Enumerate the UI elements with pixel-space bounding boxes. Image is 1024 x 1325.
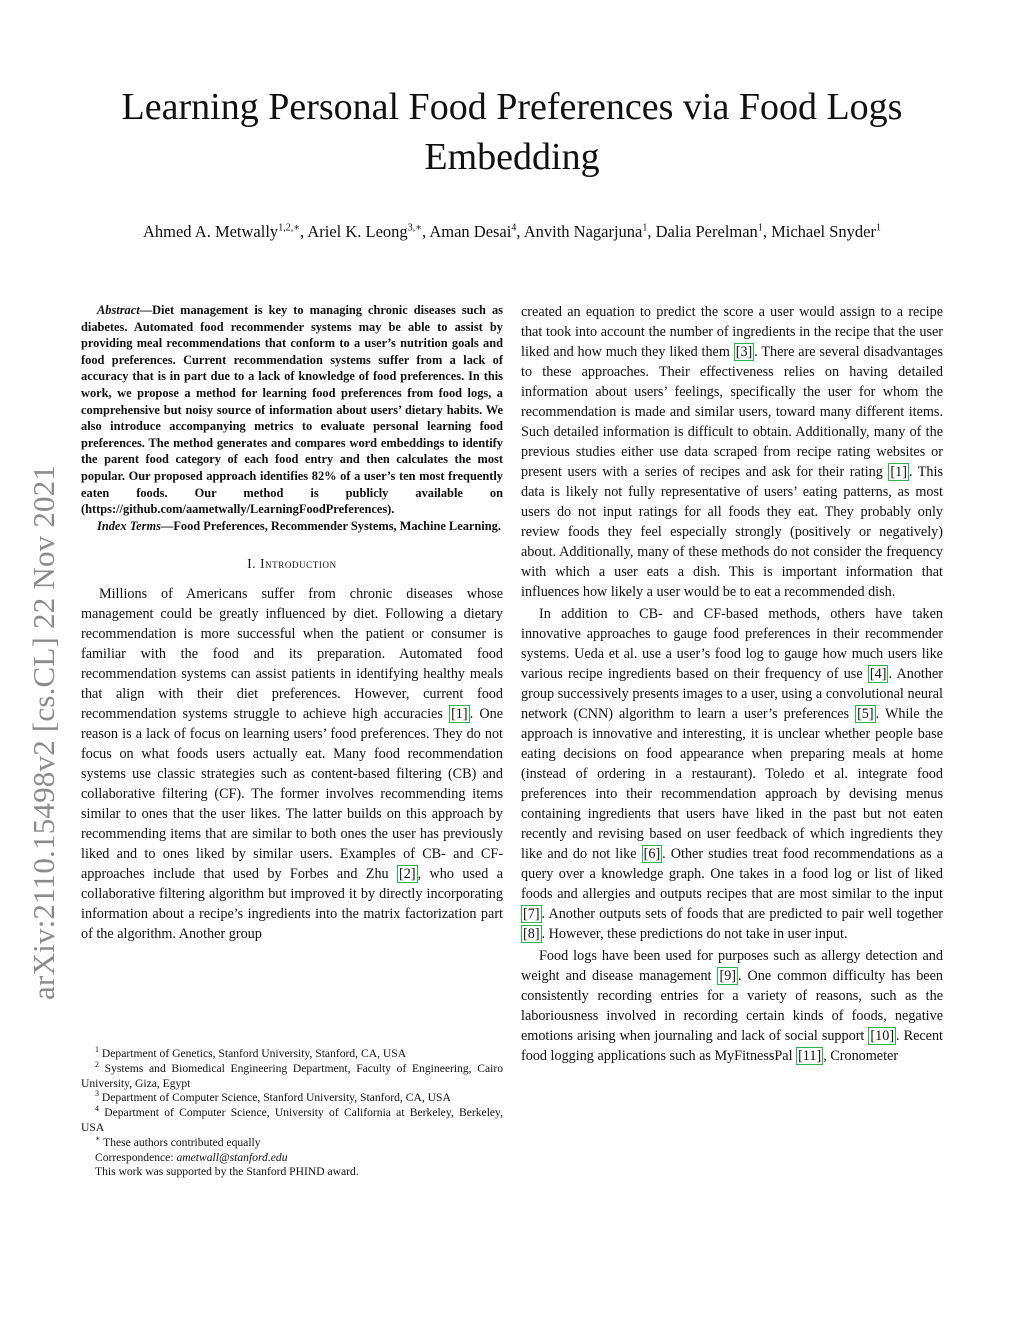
paper-title: Learning Personal Food Preferences via Food Logs Embedding <box>121 86 903 178</box>
footnote <box>81 1106 503 1136</box>
author-affiliation-mark: 3,∗ <box>407 222 422 234</box>
footnote-text: Department of Computer Science, University of California at Berkeley, Berkeley, USA <box>81 1106 503 1134</box>
funding-note: This work was supported by the Stanford PHIND award. <box>95 1165 359 1179</box>
citation-link[interactable]: [6] <box>643 846 661 862</box>
paragraph-text: . One common difficulty has been consistently recording entries for a variety of reasons, such as the laboriousness involved in recording certain kinds of foods, negative emotions arising when journaling and lack of social support <box>521 968 943 1044</box>
author-separator: , <box>516 222 524 241</box>
footnote-mark: 1 <box>95 1045 99 1055</box>
arxiv-side-stamp: arXiv:2110.15498v2 [cs.CL] 22 Nov 2021 <box>26 464 61 1000</box>
citation-link[interactable]: [11] <box>798 1048 822 1064</box>
footnote <box>81 1047 503 1062</box>
abstract <box>81 302 503 518</box>
body-paragraph <box>521 604 943 944</box>
author-separator: , <box>299 222 308 241</box>
citation-link[interactable]: [10] <box>870 1028 895 1044</box>
section-heading-introduction <box>81 554 503 574</box>
citation-link[interactable]: [7] <box>523 906 540 922</box>
paragraph-text: . There are several disadvantages to these approaches. Their effectiveness relies on having detailed information about users’ feelings, specifically the user for whom the recommendation is made and similar users, toward many different items. Such detailed information is difficult to obtain. Additionally, many of the previous studies either use data scraped from recipe rating websites or present users with a series of recipes and ask for their rating <box>521 344 943 480</box>
paragraph-text: . One reason is a lack of focus on learning users’ food preferences. They do not focus on what foods users actually eat. Many food recommendation systems use classic strategies such as content-based filtering (CB) and collaborative filtering (CF). The former involves recommending items similar to ones that the user likes. The latter builds on this approach by recommending items that are similar to both ones the user has previously liked and to ones liked by similar users. Examples of CB- and CF-approaches include that used by Forbes and Zhu <box>81 706 503 883</box>
abstract-lead: Abstract <box>97 303 140 317</box>
correspondence-label: Correspondence: <box>95 1150 177 1164</box>
body-paragraph <box>521 302 943 602</box>
paragraph-text: . Recent food logging applications such as MyFitnessPal <box>521 1028 943 1064</box>
footnote-text: These authors contributed equally <box>100 1135 261 1149</box>
author-name: Aman Desai <box>429 222 512 241</box>
author-affiliation-mark: 1,2,∗ <box>278 222 300 234</box>
citation-link[interactable]: [9] <box>719 968 737 984</box>
paragraph-text: Millions of Americans suffer from chronic diseases whose management could be greatly influenced by diet. Following a dietary recommendation is more successful when the patient or consumer is familiar with the food and its preparation. Automated food recommendation systems can assist patients in identifying healthy meals that align with their diet preferences. However, current food recommendation systems struggle to achieve high accuracies <box>81 586 503 723</box>
paragraph-text: . Other studies treat food recommendations as a query over a knowledge graph. One takes in a food log or list of liked foods and allergies and outputs recipes that are most similar to the input <box>521 846 943 902</box>
section-number: I. <box>247 556 257 572</box>
author-affiliation-mark: 1 <box>876 222 881 234</box>
footnote-text: Department of Genetics, Stanford University, Stanford, CA, USA <box>99 1047 407 1060</box>
paragraph-text: . Another outputs sets of foods that are predicted to pair well together <box>541 906 943 922</box>
body-paragraph <box>81 584 503 944</box>
author-separator: , <box>762 222 772 241</box>
footnotes <box>81 1047 503 1180</box>
paragraph-text: In addition to CB- and CF-based methods, others have taken innovative approaches to gauge food preferences in their recommender systems. Ueda et al. use a user’s food log to gauge how much users like various recipe ingredients based on their frequency of use <box>521 606 943 682</box>
paragraph-text: . Another group successively presents images to a user, using a convolutional neural network (CNN) algorithm to learn a user’s preferences <box>521 666 943 722</box>
footnote-mark: ∗ <box>95 1133 101 1143</box>
paragraph-text: Food logs have been used for purposes such as allergy detection and weight and disease management <box>521 948 943 984</box>
footnote <box>81 1133 503 1151</box>
author-name: Michael Snyder <box>771 222 876 241</box>
correspondence-line <box>81 1151 503 1166</box>
author-affiliation-mark: 1 <box>642 222 648 234</box>
paragraph-text: . This data is likely not fully representative of users’ eating patterns, as most users do not input ratings for all foods they eat. They probably only review foods they feel especially strongly (positively or negatively) about. Additionally, many of these methods do not consider the frequency with which a user eats a dish. This is important information that influences how likely a user would be to eat a recommended dish. <box>521 464 943 600</box>
index-terms <box>81 518 503 535</box>
correspondence-email[interactable]: ametwall@stanford.edu <box>176 1150 288 1164</box>
footnote-mark: 4 <box>95 1104 99 1114</box>
paragraph-text: . However, these predictions do not take in user input. <box>541 926 848 942</box>
paragraph-text: . While the approach is innovative and interesting, it is unclear whether people base eating decisions on food appearance when preparing meals at home (instead of ordering in a restaurant). Toledo et al. integrate food preferences into their recommendation approach by devising menus containing ingredients that users have liked in the past but not eaten recently and revising based on user feedback of which ingredients they like and do not like <box>521 706 943 862</box>
citation-link[interactable]: [1] <box>451 706 468 723</box>
author-list <box>60 220 964 244</box>
abstract-text: —Diet management is key to managing chronic diseases such as diabetes. Automated food recommender systems may be able to assist by providing meal recommendations that conform to a user’s nutrition goals and food preferences. Current recommendation systems suffer from a lack of accuracy that is in part due to a lack of knowledge of food preferences. In this work, we propose a method for learning food preferences from food logs, a comprehensive but noisy source of information about users’ dietary habits. We also introduce accompanying metrics to evaluate personal learning food preferences. The method generates and compares word embeddings to identify the parent food category of each food entry and then calculates the most popular. Our proposed approach identifies 82% of a user’s ten most frequently eaten foods. Our method is publicly available on (https://github.com/aametwally/LearningFoodPreferences). <box>81 303 503 517</box>
citation-link[interactable]: [3] <box>735 344 753 360</box>
citation-link[interactable]: [8] <box>523 926 540 942</box>
index-terms-text: —Food Preferences, Recommender Systems, Machine Learning. <box>160 518 501 533</box>
footnote-mark: 3 <box>95 1089 99 1099</box>
author-separator: , <box>647 222 656 241</box>
author-affiliation-mark: 4 <box>511 222 517 234</box>
citation-link[interactable]: [2] <box>399 866 416 883</box>
footnote-text: Department of Computer Science, Stanford University, Stanford, CA, USA <box>99 1091 451 1105</box>
section-name: Introduction <box>260 556 337 572</box>
footnote-text: Systems and Biomedical Engineering Department, Faculty of Engineering, Cairo University, Giza, Egypt <box>81 1061 503 1090</box>
paragraph-text: , who used a collaborative filtering algorithm but improved it by directly incorporating information about a recipe’s ingredients into the matrix factorization part of the algorithm. Another group <box>81 866 503 943</box>
left-column <box>81 302 503 944</box>
citation-link[interactable]: [4] <box>869 666 887 682</box>
author-separator: , <box>421 222 430 241</box>
author-name: Anvith Nagarjuna <box>523 222 643 241</box>
index-terms-lead: Index Terms <box>97 518 161 533</box>
author-name: Ariel K. Leong <box>307 222 408 241</box>
footnote-mark: 2 <box>95 1059 99 1069</box>
paragraph-text: created an equation to predict the score a user would assign to a recipe that took into account the number of ingredients in the recipe that the user liked and how much they liked them <box>521 304 943 360</box>
author-affiliation-mark: 1 <box>757 222 763 234</box>
footnote <box>81 1091 503 1106</box>
author-name: Dalia Perelman <box>655 222 758 241</box>
citation-link[interactable]: [1] <box>890 464 907 480</box>
body-paragraph <box>521 946 943 1066</box>
author-name: Ahmed A. Metwally <box>142 222 279 241</box>
citation-link[interactable]: [5] <box>857 706 874 722</box>
introduction-left-body <box>81 584 503 944</box>
paragraph-text: , Cronometer <box>823 1048 899 1064</box>
right-column <box>521 302 943 1066</box>
footnote <box>81 1059 503 1092</box>
